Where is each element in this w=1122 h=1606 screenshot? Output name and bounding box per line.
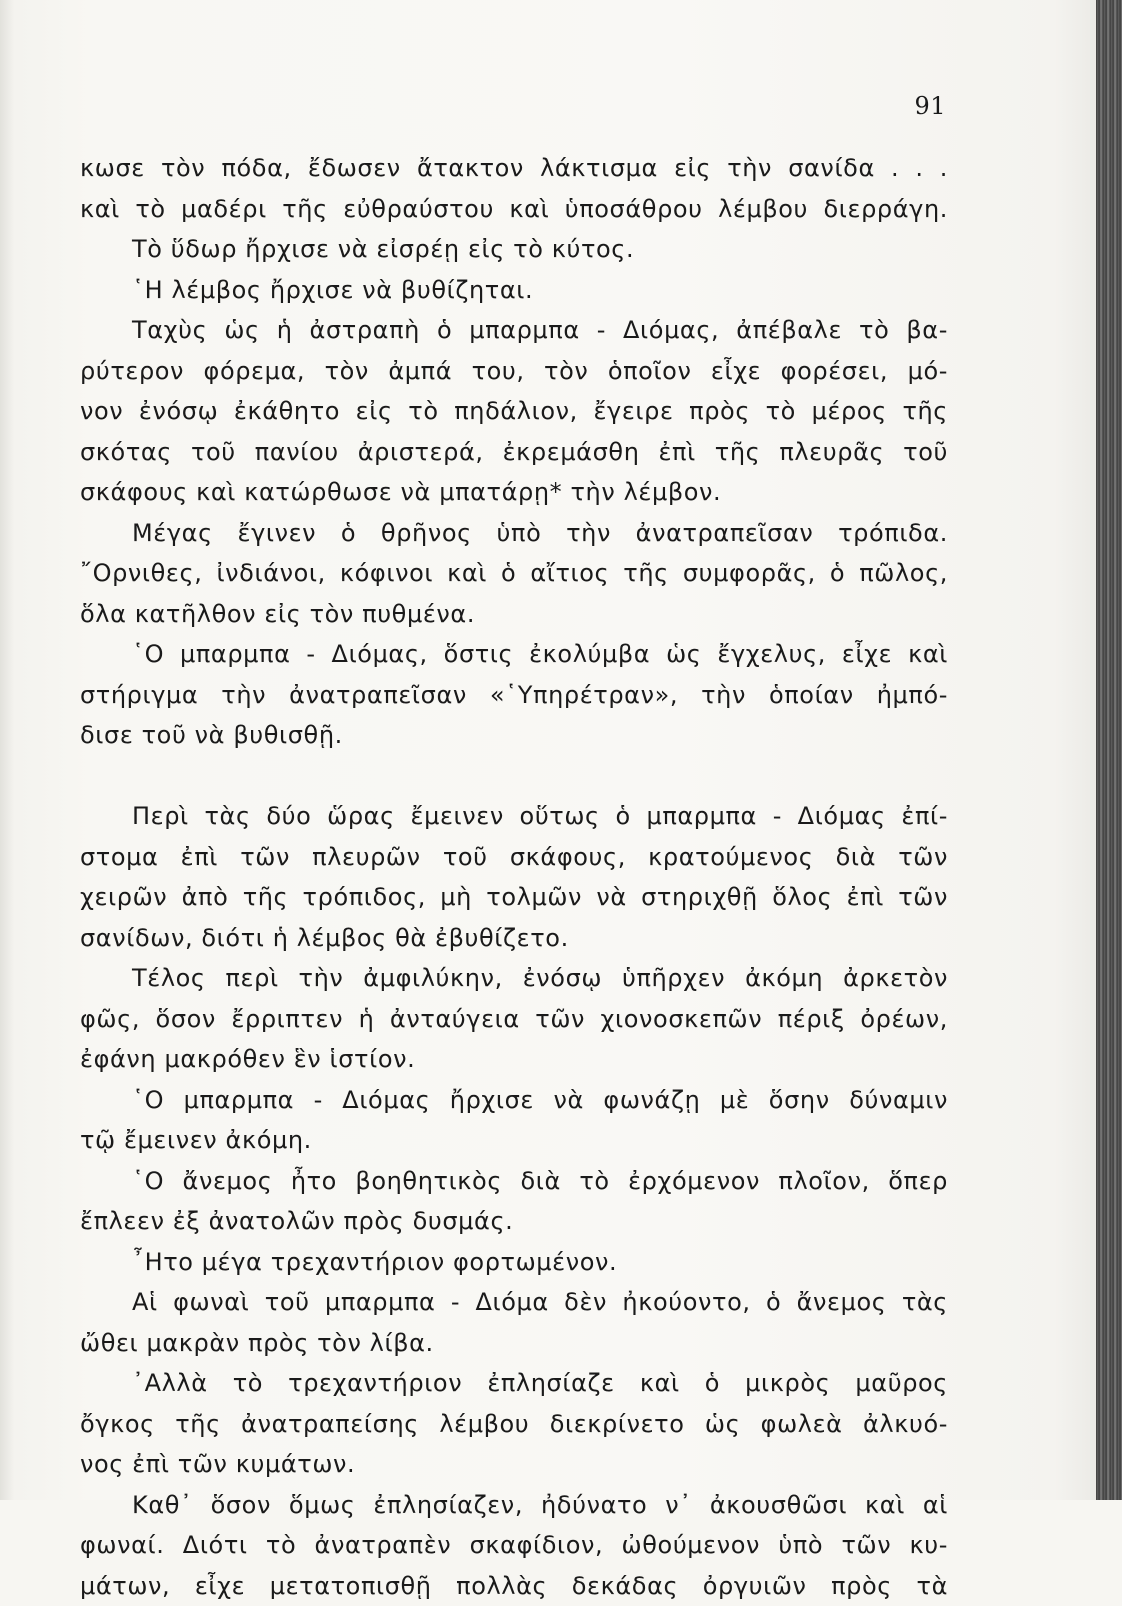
text-line: ὤθει μακρὰν πρὸς τὸν λίβα.	[80, 1323, 948, 1364]
text-line: στομα ἐπὶ τῶν πλευρῶν τοῦ σκάφους, κρατούμενος διὰ τῶν	[80, 837, 948, 878]
text-line: σκάφους καὶ κατώρθωσε νὰ μπατάρῃ* τὴν λέμβον.	[80, 472, 948, 513]
text-line: ῏Ητο μέγα τρεχαντήριον φορτωμένον.	[80, 1242, 948, 1283]
text-line: χειρῶν ἀπὸ τῆς τρόπιδος, μὴ τολμῶν νὰ στηριχθῇ ὅλος ἐπὶ τῶν	[80, 877, 948, 918]
page-number: 91	[886, 92, 946, 120]
text-line: τῷ ἔμεινεν ἀκόμη.	[80, 1120, 948, 1161]
text-line: Καθ᾿ ὅσον ὅμως ἐπλησίαζεν, ἠδύνατο ν᾿ ἀκουσθῶσι καὶ αἱ	[80, 1485, 948, 1526]
text-line: ᾿Αλλὰ τὸ τρεχαντήριον ἐπλησίαζε καὶ ὁ μικρὸς μαῦρος	[80, 1363, 948, 1404]
text-line: δισε τοῦ νὰ βυθισθῇ.	[80, 715, 948, 756]
text-line: φωναί. Διότι τὸ ἀνατραπὲν σκαφίδιον, ὠθούμενον ὑπὸ τῶν κυ-	[80, 1525, 948, 1566]
text-line: σκότας τοῦ πανίου ἀριστερά, ἐκρεμάσθη ἐπὶ τῆς πλευρᾶς τοῦ	[80, 432, 948, 473]
text-line: ῾Η λέμβος ἤρχισε νὰ βυθίζηται.	[80, 270, 948, 311]
text-line: Ταχὺς ὡς ἡ ἀστραπὴ ὁ μπαρμπα - Διόμας, ἀπέβαλε τὸ βα-	[80, 310, 948, 351]
text-line: νον ἐνόσῳ ἐκάθητο εἰς τὸ πηδάλιον, ἔγειρε πρὸς τὸ μέρος τῆς	[80, 391, 948, 432]
text-line: Τέλος περὶ τὴν ἀμφιλύκην, ἐνόσῳ ὑπῆρχεν ἀκόμη ἀρκετὸν	[80, 958, 948, 999]
text-line: ῾Ο μπαρμπα - Διόμας, ὅστις ἐκολύμβα ὡς ἔγχελυς, εἶχε καὶ	[80, 634, 948, 675]
text-line: ἔπλεεν ἐξ ἀνατολῶν πρὸς δυσμάς.	[80, 1201, 948, 1242]
body-text	[80, 148, 948, 1606]
text-line: ῎Ορνιθες, ἰνδιάνοι, κόφινοι καὶ ὁ αἴτιος τῆς συμφορᾶς, ὁ πῶλος,	[80, 553, 948, 594]
text-line: ῾Ο ἄνεμος ἦτο βοηθητικὸς διὰ τὸ ἐρχόμενον πλοῖον, ὅπερ	[80, 1161, 948, 1202]
text-line: Αἱ φωναὶ τοῦ μπαρμπα - Διόμα δὲν ἠκούοντο, ὁ ἄνεμος τὰς	[80, 1282, 948, 1323]
text-line: ἐφάνη μακρόθεν ἓν ἱστίον.	[80, 1039, 948, 1080]
page-stack-edge	[1096, 0, 1122, 1500]
text-line: ὄγκος τῆς ἀνατραπείσης λέμβου διεκρίνετο ὡς φωλεὰ ἀλκυό-	[80, 1404, 948, 1445]
text-line: ῾Ο μπαρμπα - Διόμας ἤρχισε νὰ φωνάζῃ μὲ ὅσην δύναμιν	[80, 1080, 948, 1121]
text-line: ρύτερον φόρεμα, τὸν ἀμπά του, τὸν ὁποῖον εἶχε φορέσει, μό-	[80, 351, 948, 392]
text-line: κωσε τὸν πόδα, ἔδωσεν ἄτακτον λάκτισμα εἰς τὴν σανίδα . . .	[80, 148, 948, 189]
text-line: σανίδων, διότι ἡ λέμβος θὰ ἐβυθίζετο.	[80, 918, 948, 959]
text-line: Περὶ τὰς δύο ὥρας ἔμεινεν οὕτως ὁ μπαρμπα - Διόμας ἐπί-	[80, 796, 948, 837]
text-line: καὶ τὸ μαδέρι τῆς εὐθραύστου καὶ ὑποσάθρου λέμβου διερράγη.	[80, 189, 948, 230]
paragraph-gap	[80, 756, 948, 797]
text-line: μάτων, εἶχε μετατοπισθῇ πολλὰς δεκάδας ὀργυιῶν πρὸς τὰ	[80, 1566, 948, 1606]
text-line: νος ἐπὶ τῶν κυμάτων.	[80, 1444, 948, 1485]
text-line: στήριγμα τὴν ἀνατραπεῖσαν «῾Υπηρέτραν», τὴν ὁποίαν ἠμπό-	[80, 675, 948, 716]
text-line: Μέγας ἔγινεν ὁ θρῆνος ὑπὸ τὴν ἀνατραπεῖσαν τρόπιδα.	[80, 513, 948, 554]
text-line: φῶς, ὅσον ἔρριπτεν ἡ ἀνταύγεια τῶν χιονοσκεπῶν πέριξ ὀρέων,	[80, 999, 948, 1040]
page-gutter-shadow	[0, 0, 14, 1500]
text-line: Τὸ ὕδωρ ἤρχισε νὰ εἰσρέῃ εἰς τὸ κύτος.	[80, 229, 948, 270]
text-line: ὅλα κατῆλθον εἰς τὸν πυθμένα.	[80, 594, 948, 635]
